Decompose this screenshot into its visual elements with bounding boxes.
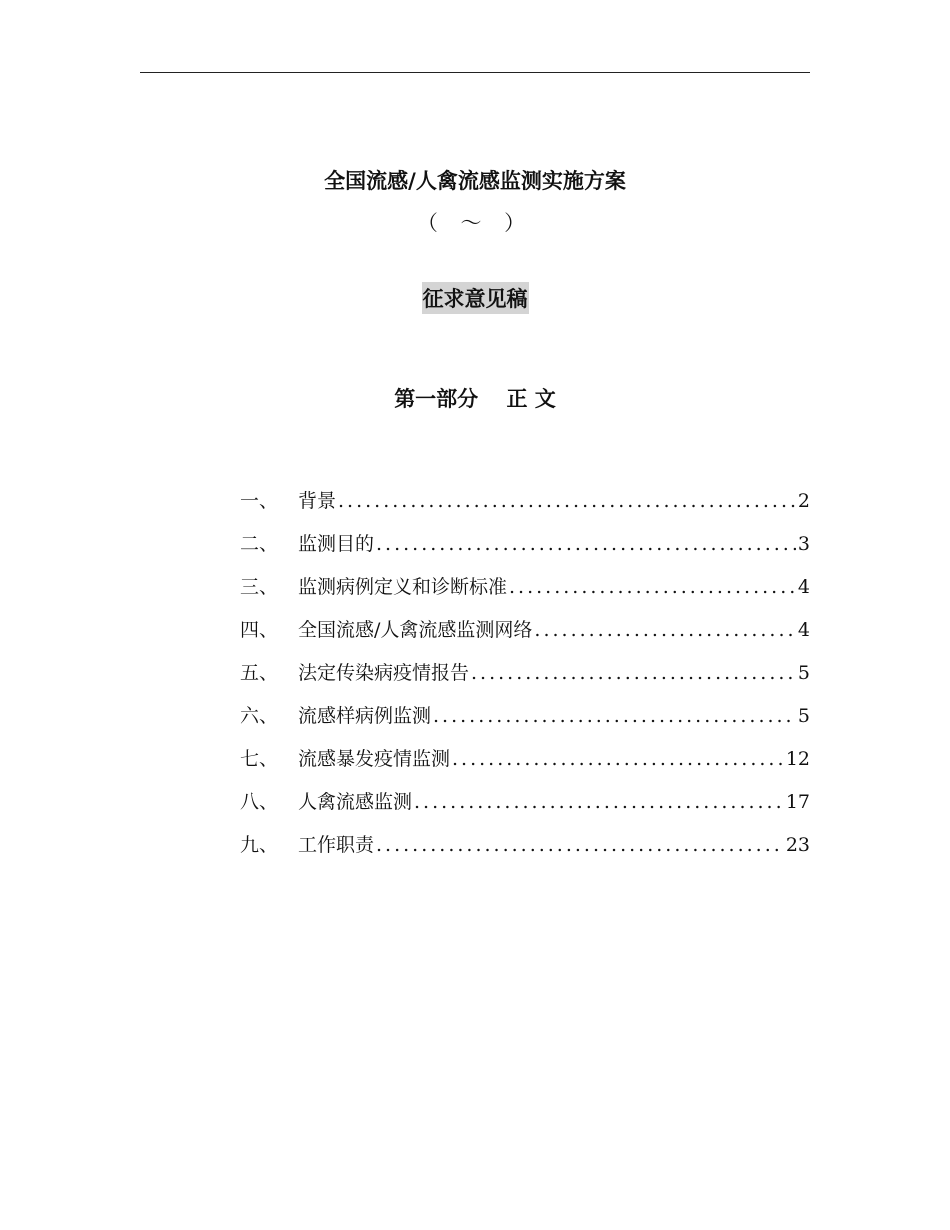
toc-entry-title: 工作职责 [298,834,375,856]
toc-entry-number: 五、 [240,662,279,684]
toc-leader-dots [534,619,796,641]
toc-entry-title: 流感样病例监测 [298,705,432,727]
toc-entry-page: 12 [785,748,810,770]
toc-entry-title: 流感暴发疫情监测 [298,748,451,770]
toc-leader-dots [452,748,784,770]
toc-entry-number: 六、 [240,705,279,727]
toc-entry-number: 三、 [240,576,279,598]
toc-entry-title: 背景 [298,490,337,512]
toc-entry[interactable] [240,658,810,701]
document-title: 全国流感/人禽流感监测实施方案 [324,169,626,193]
toc-entry[interactable] [240,830,810,873]
toc-entry-title: 人禽流感监测 [298,791,413,813]
toc-leader-dots [471,662,796,684]
toc-entry[interactable] [240,744,810,787]
toc-entry-page: 5 [797,662,810,684]
toc-entry[interactable] [240,572,810,615]
toc-entry-number: 一、 [240,490,279,512]
toc-entry-title: 法定传染病疫情报告 [298,662,470,684]
toc-entry[interactable] [240,486,810,529]
toc-entry-number: 八、 [240,791,279,813]
toc-leader-dots [376,834,784,856]
draft-label: 征求意见稿 [422,282,529,314]
toc-entry-number: 二、 [240,533,279,555]
toc-entry-title: 监测目的 [298,533,375,555]
table-of-contents [240,486,810,873]
document-period: （ ～ ） [416,211,534,235]
toc-entry-page: 3 [797,533,810,555]
draft-label-container [0,282,950,314]
toc-entry-page: 4 [797,576,810,598]
part-title: 第一部分 正 文 [394,387,556,411]
toc-leader-dots [414,791,784,813]
toc-entry[interactable] [240,787,810,830]
toc-entry-number: 四、 [240,619,279,641]
toc-entry-title: 全国流感/人禽流感监测网络 [298,619,533,641]
toc-entry[interactable] [240,615,810,658]
toc-entry-number: 九、 [240,834,279,856]
toc-entry[interactable] [240,701,810,744]
toc-leader-dots [338,490,796,512]
toc-entry-page: 17 [785,791,810,813]
toc-entry-page: 5 [797,705,810,727]
header-rule [140,72,810,73]
toc-leader-dots [509,576,796,598]
toc-leader-dots [376,533,796,555]
toc-entry-page: 4 [797,619,810,641]
toc-leader-dots [433,705,796,727]
toc-entry-number: 七、 [240,748,279,770]
toc-entry-page: 23 [785,834,810,856]
toc-entry-page: 2 [797,490,810,512]
toc-entry[interactable] [240,529,810,572]
toc-entry-title: 监测病例定义和诊断标准 [298,576,508,598]
